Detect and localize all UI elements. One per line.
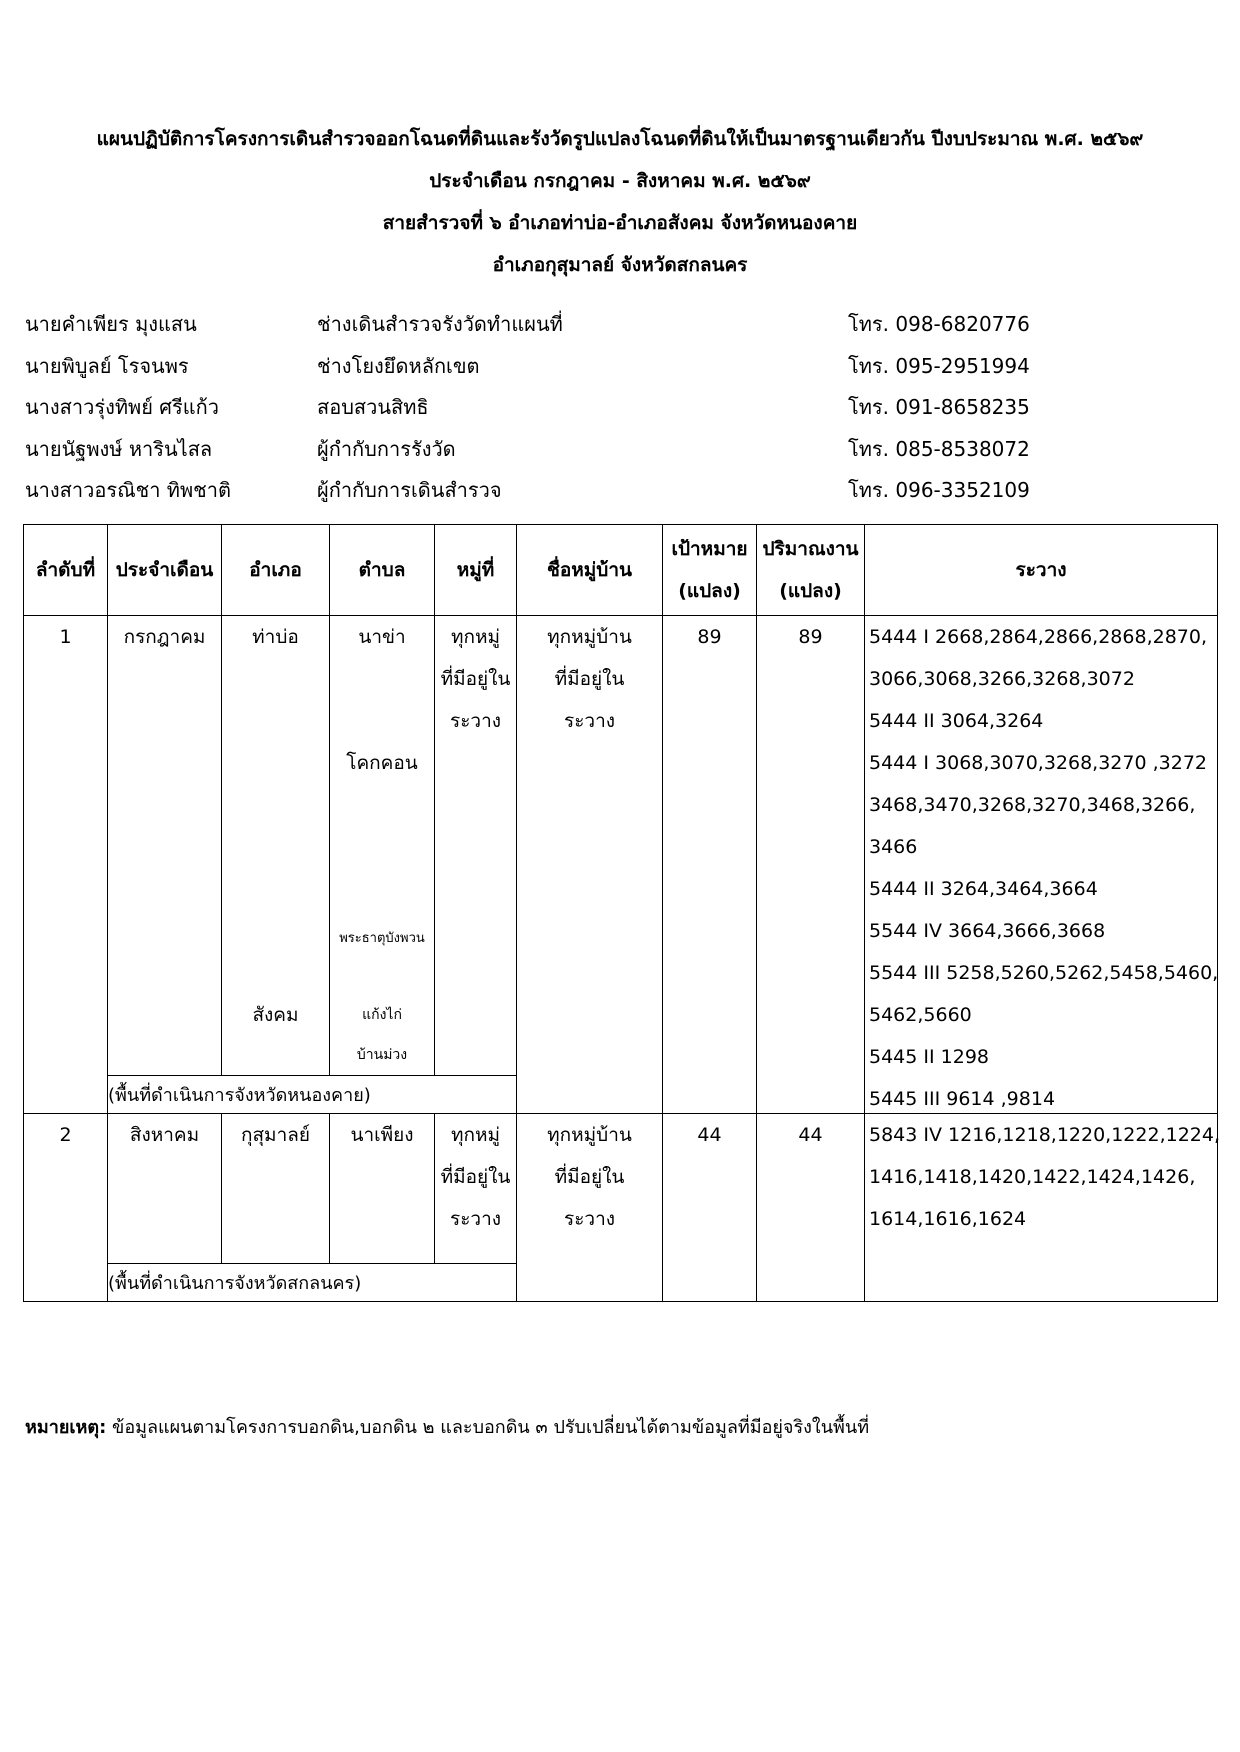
sheet-line: 1614,1616,1624 — [869, 1208, 1027, 1230]
village-text: ทุกหมู่บ้าน — [547, 626, 632, 648]
moo-text: ที่มีอยู่ใน — [440, 668, 511, 690]
header-workload — [757, 525, 865, 616]
staff-row — [25, 300, 1225, 342]
moo-text: ระวาง — [449, 1208, 502, 1230]
staff-role: ผู้กำกับการเดินสำรวจ — [317, 478, 502, 502]
sheet-line: 5444 II 3064,3264 — [869, 710, 1044, 732]
header-no: ลำดับที่ — [24, 525, 108, 616]
sheet-line: 5444 I 3068,3070,3268,3270 ,3272 — [869, 752, 1208, 774]
header-workload-line: ปริมาณงาน — [762, 538, 859, 560]
table-row — [24, 1114, 1218, 1264]
subdistrict-text: บ้านม่วง — [356, 1047, 408, 1063]
cell-district — [222, 616, 330, 1076]
cell-workload — [757, 616, 865, 1114]
cell-target — [663, 1114, 757, 1302]
document-titles — [0, 118, 1240, 286]
moo-text: ทุกหมู่ — [450, 626, 501, 648]
sheet-line: 5544 III 5258,5260,5262,5458,5460, — [869, 962, 1219, 984]
staff-role: ช่างโยงยึดหลักเขต — [317, 353, 480, 378]
district-text: ท่าบ่อ — [252, 626, 299, 648]
cell-subdistrict — [330, 616, 435, 1076]
staff-row — [25, 383, 1225, 425]
cell-no — [24, 1114, 108, 1302]
header-target-line: เป้าหมาย — [671, 538, 748, 560]
cell-moo — [435, 1114, 517, 1264]
staff-row — [25, 466, 1225, 508]
staff-name: นายนัฐพงษ์ หารินไสล — [25, 436, 213, 461]
staff-name: นางสาวอรณิชา ทิพชาติ — [25, 478, 231, 502]
header-subdistrict: ตำบล — [330, 525, 435, 616]
cell-district — [222, 1114, 330, 1264]
header-month: ประจำเดือน — [108, 525, 222, 616]
subdistrict-text: แก้งไก่ — [362, 1007, 402, 1023]
remark — [25, 1412, 869, 1441]
district-text: สังคม — [252, 1004, 299, 1026]
sheet-line: 3066,3068,3266,3268,3072 — [869, 668, 1135, 690]
month-text: กรกฎาคม — [123, 626, 206, 648]
cell-workload — [757, 1114, 865, 1302]
moo-text: ที่มีอยู่ใน — [440, 1166, 511, 1188]
table-row — [24, 616, 1218, 1076]
month-text: สิงหาคม — [129, 1124, 200, 1146]
staff-phone: โทร. 091-8658235 — [848, 395, 1030, 419]
cell-subdistrict — [330, 1114, 435, 1264]
sheet-line: 5444 I 2668,2864,2866,2868,2870, — [869, 626, 1208, 648]
staff-name: นายคำเพียร มุงแสน — [25, 312, 197, 336]
subdistrict-text: โคกคอน — [346, 752, 418, 774]
cell-month — [108, 616, 222, 1076]
staff-phone: โทร. 098-6820776 — [848, 312, 1030, 336]
header-workload-unit: (แปลง) — [779, 580, 842, 602]
title-line-2: ประจำเดือน กรกฎาคม - สิงหาคม พ.ศ. ๒๕๖๙ — [429, 170, 811, 192]
sheet-line: 3468,3470,3268,3270,3468,3266, — [869, 794, 1196, 816]
moo-text: ระวาง — [449, 710, 502, 732]
staff-phone: โทร. 095-2951994 — [848, 353, 1030, 378]
area-note: (พื้นที่ดำเนินการจังหวัดหนองคาย) — [108, 1076, 517, 1114]
sheet-line: 3466 — [869, 836, 918, 858]
plan-table — [23, 524, 1218, 1302]
remark-text: ข้อมูลแผนตามโครงการบอกดิน,บอกดิน ๒ และบอกดิน ๓ ปรับเปลี่ยนได้ตามข้อมูลที่มีอยู่จริงในพื้นที่ — [106, 1417, 870, 1438]
cell-no — [24, 616, 108, 1114]
workload-value: 89 — [798, 626, 823, 648]
sheet-line: 5544 IV 3664,3666,3668 — [869, 920, 1106, 942]
area-note: (พื้นที่ดำเนินการจังหวัดสกลนคร) — [108, 1264, 517, 1302]
sheet-line: 5843 IV 1216,1218,1220,1222,1224, — [869, 1124, 1220, 1146]
village-text: ที่มีอยู่ใน — [554, 668, 625, 690]
village-text: ทุกหมู่บ้าน — [547, 1124, 632, 1146]
staff-phone: โทร. 085-8538072 — [848, 436, 1030, 461]
table-header-row — [24, 525, 1218, 616]
sheet-line: 5462,5660 — [869, 1004, 972, 1026]
row-number: 2 — [59, 1124, 72, 1146]
cell-village — [517, 616, 663, 1114]
staff-name: นางสาวรุ่งทิพย์ ศรีแก้ว — [25, 395, 219, 419]
cell-sheet — [865, 616, 1218, 1114]
header-target-unit: (แปลง) — [678, 580, 741, 602]
staff-role: สอบสวนสิทธิ — [317, 395, 429, 419]
village-text: ที่มีอยู่ใน — [554, 1166, 625, 1188]
title-line-4: อำเภอกุสุมาลย์ จังหวัดสกลนคร — [492, 254, 748, 276]
remark-label: หมายเหตุ: — [25, 1417, 107, 1438]
target-value: 44 — [697, 1124, 722, 1146]
cell-village — [517, 1114, 663, 1302]
staff-list — [25, 300, 1225, 508]
staff-row — [25, 425, 1225, 467]
subdistrict-text: พระธาตุบังพวน — [339, 931, 425, 946]
sheet-line: 1416,1418,1420,1422,1424,1426, — [869, 1166, 1196, 1188]
sheet-line: 5445 II 1298 — [869, 1046, 989, 1068]
row-number: 1 — [59, 626, 72, 648]
sheet-line: 5445 III 9614 ,9814 — [869, 1088, 1056, 1110]
district-text: กุสุมาลย์ — [240, 1124, 311, 1146]
staff-role: ผู้กำกับการรังวัด — [317, 436, 456, 461]
target-value: 89 — [697, 626, 722, 648]
staff-row — [25, 342, 1225, 384]
cell-month — [108, 1114, 222, 1264]
staff-name: นายพิบูลย์ โรจนพร — [25, 353, 189, 378]
village-text: ระวาง — [563, 710, 616, 732]
staff-role: ช่างเดินสำรวจรังวัดทำแผนที่ — [317, 312, 563, 336]
workload-value: 44 — [798, 1124, 823, 1146]
staff-phone: โทร. 096-3352109 — [848, 478, 1030, 502]
cell-target — [663, 616, 757, 1114]
header-moo: หมู่ที่ — [435, 525, 517, 616]
header-target — [663, 525, 757, 616]
cell-sheet — [865, 1114, 1218, 1302]
village-text: ระวาง — [563, 1208, 616, 1230]
sheet-line: 5444 II 3264,3464,3664 — [869, 878, 1098, 900]
header-sheet: ระวาง — [865, 525, 1218, 616]
moo-text: ทุกหมู่ — [450, 1124, 501, 1146]
subdistrict-text: นาข่า — [358, 626, 406, 648]
title-line-3: สายสำรวจที่ ๖ อำเภอท่าบ่อ-อำเภอสังคม จังหวัดหนองคาย — [382, 212, 858, 234]
cell-moo — [435, 616, 517, 1076]
header-village: ชื่อหมู่บ้าน — [517, 525, 663, 616]
title-line-1: แผนปฏิบัติการโครงการเดินสำรวจออกโฉนดที่ดินและรังวัดรูปแปลงโฉนดที่ดินให้เป็นมาตรฐานเดียวกัน ปีงบประมาณ พ.ศ. ๒๕๖๙ — [96, 128, 1144, 150]
subdistrict-text: นาเพียง — [350, 1124, 414, 1146]
header-district: อำเภอ — [222, 525, 330, 616]
